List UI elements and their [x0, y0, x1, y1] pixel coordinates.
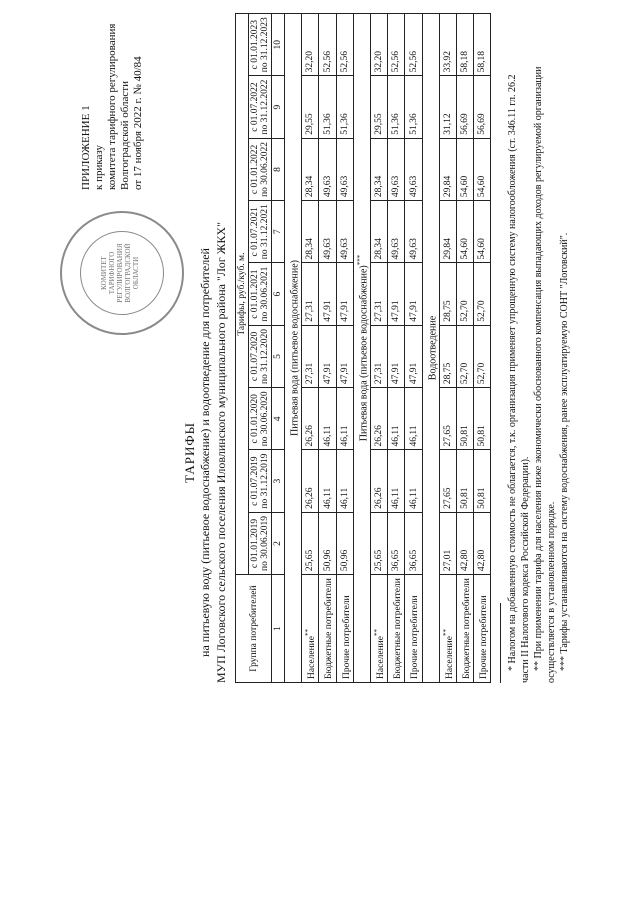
table-row: [371, 14, 388, 683]
tariff-value: 47,91: [319, 263, 336, 325]
appendix-title: ПРИЛОЖЕНИЕ 1: [80, 105, 92, 190]
tariff-value: 27,01: [439, 512, 456, 574]
tariff-value: 27,31: [371, 263, 388, 325]
appendix-ref: к приказу: [93, 144, 105, 190]
tariff-value: 26,26: [302, 450, 319, 512]
column-index: 7: [272, 201, 285, 263]
section-title-cell: [353, 14, 370, 683]
section-title-mark: ***: [355, 254, 364, 266]
table-row: [319, 14, 336, 683]
tariff-value: 26,26: [371, 388, 388, 450]
tariff-value: 27,31: [302, 325, 319, 387]
section-title: Водоотведение: [426, 315, 438, 381]
tariff-value: 47,91: [405, 263, 422, 325]
consumer-group-cell: [474, 575, 491, 683]
consumer-group: Население: [307, 636, 318, 679]
consumer-group-mark: **: [373, 629, 382, 637]
tariff-value: 51,36: [405, 76, 422, 138]
tariff-value: 27,31: [302, 263, 319, 325]
tariff-value: 49,63: [388, 201, 405, 263]
tariff-value: 29,55: [371, 76, 388, 138]
tariff-value: 46,11: [405, 450, 422, 512]
column-index: 3: [272, 450, 285, 512]
consumer-group: Прочие потребители: [341, 595, 352, 679]
document-title: ТАРИФЫ: [182, 422, 197, 483]
document-subtitle-1: на питьевую воду (питьевое водоснабжение) и водоотведение для потребителей: [198, 248, 212, 657]
tariff-value: 47,91: [336, 325, 353, 387]
tariff-value: 49,63: [405, 138, 422, 200]
tariff-value: 26,26: [302, 388, 319, 450]
consumer-group: Население: [445, 636, 456, 679]
tariff-value: 28,34: [371, 138, 388, 200]
column-index: 10: [272, 14, 285, 76]
period-header: с 01.01.2020 по 30.06.2020: [249, 388, 272, 450]
tariff-value: 46,11: [336, 450, 353, 512]
tariff-value: 49,63: [336, 201, 353, 263]
column-index: 9: [272, 76, 285, 138]
period-header: с 01.01.2023 по 31.12.2023: [249, 14, 272, 76]
consumer-group-mark: **: [304, 629, 313, 637]
period-header: с 01.07.2020 по 31.12.2020: [249, 325, 272, 387]
tariff-value: 28,75: [439, 325, 456, 387]
tariff-value: 28,34: [302, 138, 319, 200]
tariff-value: 52,56: [405, 14, 422, 76]
appendix-order-date: от 17 ноября 2022 г. № 40/84: [132, 56, 144, 190]
tariff-value: 27,65: [439, 450, 456, 512]
tariff-table: [235, 13, 491, 683]
tariff-value: 49,63: [319, 138, 336, 200]
footnote-1: * Налогом на добавленную стоимость не облагается, т.к. организация применяет упрощенную систему налогообложения (ст. 346.11 гл. 26.2: [507, 74, 518, 671]
tariff-value: 51,36: [319, 76, 336, 138]
consumer-group: Бюджетные потребители: [393, 578, 404, 679]
consumer-group-cell: [336, 575, 353, 683]
tariff-value: 29,84: [439, 201, 456, 263]
tariff-value: 42,80: [457, 512, 474, 574]
column-index: 1: [272, 575, 285, 683]
period-header: с 01.01.2021 по 30.06.2021: [249, 263, 272, 325]
appendix-region: Волгоградской области: [119, 81, 131, 190]
column-index: 4: [272, 388, 285, 450]
tariff-value: 49,63: [319, 201, 336, 263]
tariff-value: 46,11: [319, 388, 336, 450]
consumer-group-cell: [371, 575, 388, 683]
footnote-2: ** При применении тарифа для населения ниже экономически обоснованного компенсация выпадающих доходов регулируемой организации: [533, 66, 544, 671]
tariff-value: 56,69: [474, 76, 491, 138]
footnote-1-cont: части II Налогового кодекса Российской Федерации).: [520, 456, 531, 683]
tariff-value: 58,18: [474, 14, 491, 76]
section-title: Питьевая вода (питьевое водоснабжение): [289, 259, 301, 437]
section-header-row: [285, 14, 302, 683]
tariff-value: 25,65: [371, 512, 388, 574]
table-row: [336, 14, 353, 683]
table-row: [388, 14, 405, 683]
tariff-value: 46,11: [388, 450, 405, 512]
tariff-value: 52,70: [457, 263, 474, 325]
header-unit: Тарифы, руб./куб. м.: [236, 14, 249, 575]
tariff-value: 29,55: [302, 76, 319, 138]
table-row: [439, 14, 456, 683]
tariff-value: 47,91: [388, 263, 405, 325]
tariff-value: 27,65: [439, 388, 456, 450]
tariff-value: 33,92: [439, 14, 456, 76]
tariff-value: 28,34: [371, 201, 388, 263]
tariff-value: 36,65: [405, 512, 422, 574]
tariff-value: 54,60: [474, 138, 491, 200]
section-title-cell: [422, 14, 439, 683]
consumer-group-mark: **: [441, 629, 450, 637]
period-header: с 01.07.2021 по 31.12.2021: [249, 201, 272, 263]
tariff-value: 47,91: [319, 325, 336, 387]
tariff-value: 52,56: [336, 14, 353, 76]
tariff-value: 32,20: [302, 14, 319, 76]
footnote-divider: [500, 603, 501, 683]
footnote-2-cont: осуществляется в установленном порядке.: [546, 501, 557, 683]
tariff-value: 28,75: [439, 263, 456, 325]
tariff-value: 47,91: [388, 325, 405, 387]
tariff-value: 26,26: [371, 450, 388, 512]
tariff-value: 47,91: [336, 263, 353, 325]
table-row: [405, 14, 422, 683]
consumer-group-cell: [388, 575, 405, 683]
column-index-row: [272, 14, 285, 683]
tariff-value: 29,84: [439, 138, 456, 200]
tariff-value: 28,34: [302, 201, 319, 263]
footnote-3: *** Тарифы устанавливаются на систему водоснабжения, ранее эксплуатируемую СОНТ "Логовский".: [559, 232, 570, 671]
tariff-value: 52,56: [388, 14, 405, 76]
consumer-group: Прочие потребители: [410, 595, 421, 679]
tariff-value: 25,65: [302, 512, 319, 574]
period-header: с 01.07.2019 по 31.12.2019: [249, 450, 272, 512]
column-index: 5: [272, 325, 285, 387]
tariff-value: 46,11: [388, 388, 405, 450]
tariff-value: 27,31: [371, 325, 388, 387]
section-title: Питьевая вода (питьевое водоснабжение): [358, 265, 370, 442]
tariff-value: 31,12: [439, 76, 456, 138]
tariff-value: 58,18: [457, 14, 474, 76]
tariff-value: 32,20: [371, 14, 388, 76]
tariff-value: 42,80: [474, 512, 491, 574]
tariff-table-body: [285, 14, 491, 683]
tariff-value: 49,63: [336, 138, 353, 200]
tariff-value: 50,96: [336, 512, 353, 574]
tariff-value: 50,81: [457, 388, 474, 450]
table-row: [302, 14, 319, 683]
tariff-value: 51,36: [388, 76, 405, 138]
consumer-group-cell: [302, 575, 319, 683]
period-header: с 01.01.2022 по 30.06.2022: [249, 138, 272, 200]
consumer-group: Бюджетные потребители: [462, 578, 473, 679]
table-row: [474, 14, 491, 683]
section-title-cell: [285, 14, 302, 683]
consumer-group-cell: [319, 575, 336, 683]
column-index: 6: [272, 263, 285, 325]
tariff-value: 51,36: [336, 76, 353, 138]
tariff-value: 54,60: [457, 138, 474, 200]
consumer-group: Бюджетные потребители: [324, 578, 335, 679]
section-header-row: [422, 14, 439, 683]
header-group: Группа потребителей: [236, 575, 272, 683]
period-header: с 01.01.2019 по 30.06.2019: [249, 512, 272, 574]
tariff-value: 52,70: [457, 325, 474, 387]
seal-text: КОМИТЕТ ТАРИФНОГО РЕГУЛИРОВАНИЯ ВОЛГОГРАДСКОЙ ОБЛАСТИ: [100, 243, 140, 303]
tariff-value: 54,60: [457, 201, 474, 263]
tariff-value: 46,11: [405, 388, 422, 450]
column-index: 2: [272, 512, 285, 574]
tariff-value: 50,81: [457, 450, 474, 512]
tariff-value: 49,63: [405, 201, 422, 263]
tariff-value: 49,63: [388, 138, 405, 200]
consumer-group: Прочие потребители: [479, 595, 490, 679]
footnotes: [506, 13, 571, 683]
section-header-row: [353, 14, 370, 683]
column-index: 8: [272, 138, 285, 200]
tariff-value: 52,70: [474, 325, 491, 387]
consumer-group-cell: [405, 575, 422, 683]
period-header: с 01.07.2022 по 31.12.2022: [249, 76, 272, 138]
tariff-value: 52,56: [319, 14, 336, 76]
consumer-group-cell: [439, 575, 456, 683]
tariff-value: 56,69: [457, 76, 474, 138]
tariff-value: 46,11: [319, 450, 336, 512]
table-row: [457, 14, 474, 683]
tariff-value: 46,11: [336, 388, 353, 450]
tariff-value: 52,70: [474, 263, 491, 325]
tariff-value: 50,81: [474, 450, 491, 512]
tariff-value: 50,81: [474, 388, 491, 450]
document-subtitle-2: МУП Логовского сельского поселения Иловлинского муниципального района "Лог ЖКХ": [214, 222, 228, 683]
appendix-block: [80, 23, 145, 285]
consumer-group-cell: [457, 575, 474, 683]
tariff-value: 47,91: [405, 325, 422, 387]
consumer-group: Население: [376, 636, 387, 679]
tariff-value: 36,65: [388, 512, 405, 574]
tariff-value: 50,96: [319, 512, 336, 574]
tariff-value: 54,60: [474, 201, 491, 263]
appendix-authority: комитета тарифного регулирования: [106, 23, 118, 190]
